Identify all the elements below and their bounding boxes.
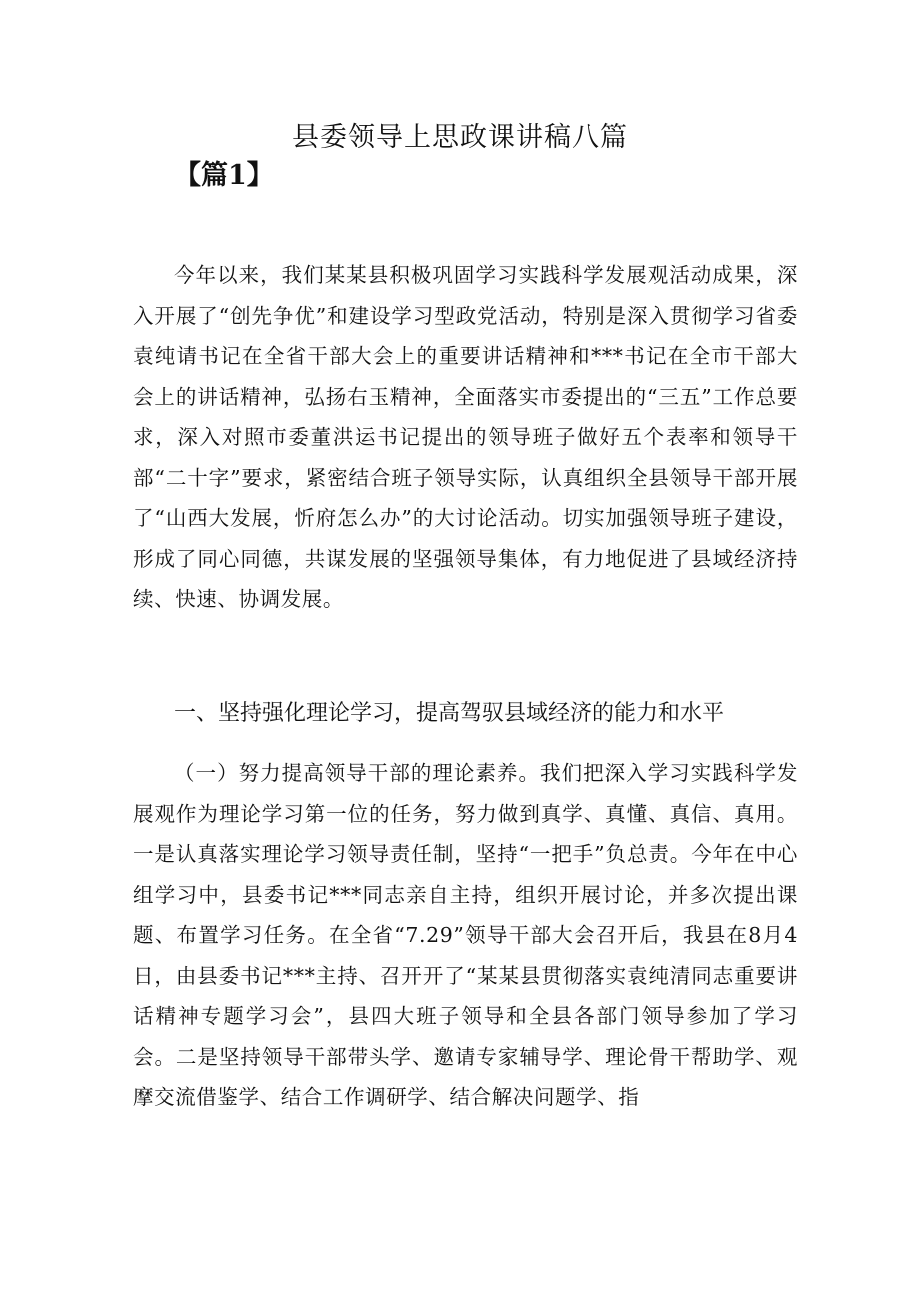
document-title: 县委领导上思政课讲稿八篇 xyxy=(292,122,628,153)
section-mark: 【篇1】 xyxy=(174,160,274,191)
body-paragraph-2: （一）努力提高领导干部的理论素养。我们把深入学习实践科学发展观作为理论学习第一位的任务，努力做到真学、真懂、真信、真用。一是认真落实理论学习领导责任制，坚持“一把手”负总责。今年在中心组学习中，县委书记***同志亲自主持，组织开展讨论，并多次提出课题、布置学习任务。在全省“7.29”领导干部大会召开后，我县在8月4日，由县委书记***主持、召开开了“某某县贯彻落实袁纯清同志重要讲话精神专题学习会”，县四大班子领导和全县各部门领导参加了学习会。二是坚持领导干部带头学、邀请专家辅导学、理论骨干帮助学、观摩交流借鉴学、结合工作调研学、结合解决问题学、指 xyxy=(133,761,798,1109)
section-heading-1: 一、坚持强化理论学习，提高驾驭县域经济的能力和水平 xyxy=(174,701,725,726)
body-paragraph-1: 今年以来，我们某某县积极巩固学习实践科学发展观活动成果，深入开展了“创先争优”和建设学习型政党活动，特别是深入贯彻学习省委袁纯请书记在全省干部大会上的重要讲话精神和***书记在全市干部大会上的讲话精神，弘扬右玉精神，全面落实市委提出的“三五”工作总要求，深入对照市委董洪运书记提出的领导班子做好五个表率和领导干部“二十字”要求，紧密结合班子领导实际，认真组织全县领导干部开展了“山西大发展，忻府怎么办”的大讨论活动。切实加强领导班子建设，形成了同心同德，共谋发展的坚强领导集体，有力地促进了县域经济持续、快速、协调发展。 xyxy=(133,263,798,611)
